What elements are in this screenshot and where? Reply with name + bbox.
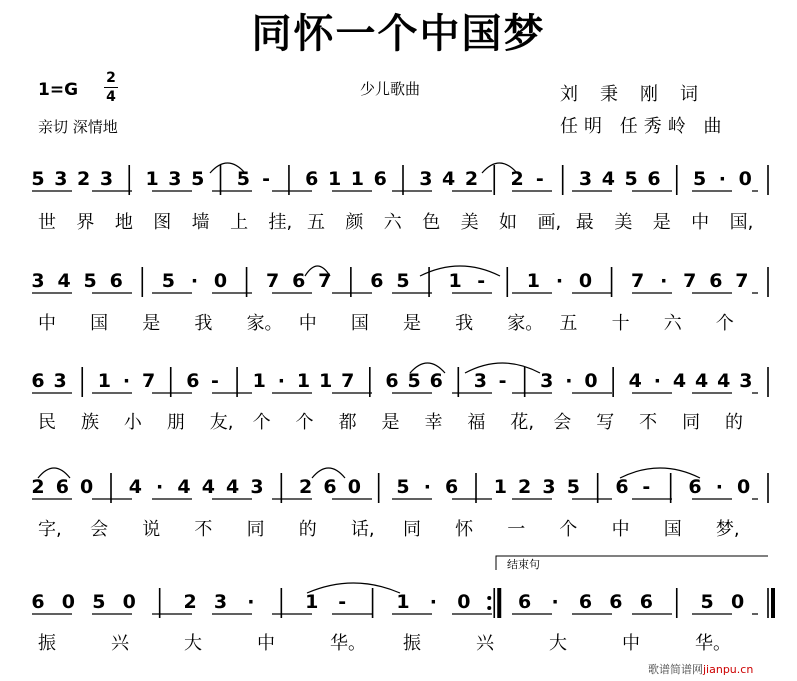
lyric-word: 不 xyxy=(639,412,658,433)
note: - xyxy=(498,370,507,392)
lyric-word: 国 xyxy=(90,313,109,334)
note: 6 xyxy=(323,476,337,498)
note: 5 xyxy=(236,168,250,190)
note: 4 xyxy=(695,370,709,392)
lyric-word: 振 xyxy=(403,633,421,654)
note: 5 xyxy=(191,168,205,190)
lyric-word: 中 xyxy=(257,633,275,654)
note: · xyxy=(122,370,131,392)
lyric-word: 国, xyxy=(729,212,754,233)
note: 3 xyxy=(542,476,556,498)
lyric-word: 的 xyxy=(725,412,744,433)
note: 7 xyxy=(341,370,355,392)
note: · xyxy=(715,476,723,498)
lyric-word: 界 xyxy=(76,212,95,233)
note: 1 xyxy=(327,168,342,190)
lyric-word: 十 xyxy=(611,313,630,334)
note: - xyxy=(211,370,219,392)
lyric-word: 图 xyxy=(153,212,172,233)
lyric-word: 兴 xyxy=(476,633,494,654)
note: 0 xyxy=(584,370,598,392)
note: 6 xyxy=(647,168,661,190)
note: 6 xyxy=(639,591,653,613)
note: 3 xyxy=(419,168,433,190)
lyric-word: 同 xyxy=(246,519,265,540)
note: · xyxy=(277,370,285,392)
lyric-word: 华。 xyxy=(330,633,366,654)
lyric-word: 国 xyxy=(350,313,369,334)
note: · xyxy=(555,270,564,292)
lyric-word: 中 xyxy=(611,519,630,540)
lyric-word: 是 xyxy=(652,212,671,233)
note: · xyxy=(718,168,726,190)
lyric-word: 同 xyxy=(403,519,421,540)
note: 2 xyxy=(299,476,313,498)
note: 5 xyxy=(396,476,410,498)
note: 6 xyxy=(578,591,593,613)
note: 3 xyxy=(31,270,45,292)
lyric-word: 振 xyxy=(38,633,56,654)
lyric-word: 说 xyxy=(142,519,161,540)
note: 4 xyxy=(628,370,642,392)
lyric-word: 中 xyxy=(691,212,710,233)
note: 1 xyxy=(97,370,111,392)
note: 5 xyxy=(700,591,714,613)
note: 1 xyxy=(296,370,311,392)
lyric-word: 地 xyxy=(114,212,133,233)
note: 0 xyxy=(578,270,593,292)
lyric-word: 五 xyxy=(559,313,578,334)
lyric-word: 梦, xyxy=(715,519,740,540)
note: 0 xyxy=(347,476,361,498)
note: 1 xyxy=(396,591,410,613)
time-signature-bottom: 4 xyxy=(106,89,116,105)
note: 5 xyxy=(692,168,707,190)
note: 3 xyxy=(250,476,264,498)
note: 6 xyxy=(370,270,384,292)
lyric-word: 会 xyxy=(553,412,572,433)
note: 1 xyxy=(318,370,333,392)
lyric-word: 墙 xyxy=(191,212,210,233)
lyric-word: 兴 xyxy=(111,633,129,654)
lyric-word: 个 xyxy=(252,412,271,433)
lyric-word: 中 xyxy=(622,633,640,654)
note: · xyxy=(423,476,431,498)
note: 4 xyxy=(442,168,456,190)
note: 6 xyxy=(31,370,45,392)
ending-bracket xyxy=(496,556,768,570)
lyric-word: 挂, xyxy=(268,212,293,233)
note: 3 xyxy=(213,591,228,613)
lyric-word: 中 xyxy=(298,313,317,334)
lyricist-credit: 刘秉刚词 xyxy=(560,84,720,105)
note: 3 xyxy=(53,370,67,392)
lyric-word: 小 xyxy=(123,412,142,433)
note: 6 xyxy=(609,591,623,613)
note: 7 xyxy=(266,270,280,292)
note: 6 xyxy=(31,591,45,613)
note: 7 xyxy=(318,270,332,292)
lyric-word: 大 xyxy=(549,633,567,654)
note: 6 xyxy=(429,370,443,392)
note: - xyxy=(477,270,486,292)
note: 7 xyxy=(141,370,156,392)
note: 5 xyxy=(407,370,421,392)
note: - xyxy=(338,591,347,613)
lyric-word: 颜 xyxy=(345,212,364,233)
note: 4 xyxy=(717,370,731,392)
note: 4 xyxy=(672,370,687,392)
lyric-word: 画, xyxy=(537,212,562,233)
note: · xyxy=(565,370,573,392)
note: 0 xyxy=(738,168,752,190)
composer-credit: 任明 任秀岭 曲 xyxy=(560,116,728,137)
lyric-word: 最 xyxy=(575,212,594,233)
key-signature: 1=G xyxy=(38,80,79,100)
note: 2 xyxy=(464,168,479,190)
lyric-word: 家。 xyxy=(246,313,283,334)
note: 3 xyxy=(473,370,488,392)
lyric-word: 五 xyxy=(306,212,325,233)
note: 6 xyxy=(709,270,723,292)
note: 5 xyxy=(624,168,638,190)
note: 1 xyxy=(493,476,507,498)
note: 2 xyxy=(31,476,45,498)
lyric-word: 写 xyxy=(596,412,615,433)
note: 3 xyxy=(540,370,554,392)
lyric-word: 家。 xyxy=(507,313,544,334)
note: 3 xyxy=(168,168,182,190)
lyric-word: 个 xyxy=(559,519,578,540)
note: 2 xyxy=(518,476,532,498)
note: 1 xyxy=(305,591,319,613)
lyric-word: 美 xyxy=(614,212,633,233)
note: 1 xyxy=(252,370,266,392)
note: 0 xyxy=(61,591,76,613)
note: 4 xyxy=(57,270,71,292)
lyric-word: 华。 xyxy=(695,633,731,654)
note: - xyxy=(642,476,651,498)
note: 0 xyxy=(737,476,751,498)
lyric-word: 上 xyxy=(230,212,249,233)
lyric-word: 话, xyxy=(350,519,375,540)
note: 1 xyxy=(526,270,540,292)
note: 3 xyxy=(54,168,68,190)
slur-arc xyxy=(307,583,400,593)
tempo-marking: 亲切 深情地 xyxy=(38,118,118,136)
note: - xyxy=(262,168,271,190)
note: · xyxy=(247,591,255,613)
lyric-word: 的 xyxy=(298,519,317,540)
note: 1 xyxy=(448,270,462,292)
note: 7 xyxy=(683,270,697,292)
lyric-word: 色 xyxy=(422,212,441,233)
note: 4 xyxy=(128,476,142,498)
lyric-word: 美 xyxy=(460,212,479,233)
note: 5 xyxy=(161,270,175,292)
song-title: 同怀一个中国梦 xyxy=(251,11,546,57)
note: 6 xyxy=(385,370,399,392)
time-signature-top: 2 xyxy=(106,70,116,86)
note: 4 xyxy=(226,476,240,498)
note: 6 xyxy=(373,168,387,190)
lyric-word: 我 xyxy=(194,313,213,334)
note: 0 xyxy=(730,591,745,613)
note: 6 xyxy=(518,591,532,613)
note: 0 xyxy=(457,591,471,613)
note: 0 xyxy=(80,476,94,498)
lyric-word: 一 xyxy=(507,519,526,540)
note: 4 xyxy=(601,168,615,190)
note: 6 xyxy=(55,476,69,498)
note: 5 xyxy=(566,476,580,498)
lyric-word: 不 xyxy=(194,519,213,540)
lyric-word: 我 xyxy=(455,313,474,334)
note: 7 xyxy=(735,270,749,292)
lyric-word: 族 xyxy=(80,412,99,433)
note: 5 xyxy=(396,270,410,292)
note: 2 xyxy=(77,168,91,190)
lyric-word: 六 xyxy=(663,313,682,334)
lyric-word: 六 xyxy=(383,212,402,233)
note: 7 xyxy=(631,270,645,292)
lyric-word: 都 xyxy=(338,412,357,433)
lyric-word: 是 xyxy=(381,412,400,433)
lyric-word: 世 xyxy=(38,212,56,233)
lyric-word: 个 xyxy=(715,313,734,334)
lyric-word: 幸 xyxy=(424,412,443,433)
note: · xyxy=(660,270,668,292)
lyric-word: 是 xyxy=(403,313,421,334)
note: 4 xyxy=(177,476,191,498)
lyric-word: 福 xyxy=(467,412,486,433)
note: 6 xyxy=(292,270,306,292)
note: 0 xyxy=(213,270,228,292)
watermark-prefix: 歌谱简谱网 xyxy=(648,663,703,676)
lyric-word: 同 xyxy=(682,412,701,433)
note: 6 xyxy=(186,370,200,392)
watermark-site: jianpu.cn xyxy=(703,663,754,676)
note: 5 xyxy=(83,270,97,292)
lyric-word: 中 xyxy=(38,313,56,334)
note: 2 xyxy=(510,168,524,190)
note: 3 xyxy=(739,370,753,392)
note: 5 xyxy=(31,168,45,190)
lyric-word: 个 xyxy=(295,412,314,433)
lyric-word: 朋 xyxy=(166,412,185,433)
lyric-word: 会 xyxy=(90,519,109,540)
lyric-word: 如 xyxy=(499,212,518,233)
note: · xyxy=(551,591,559,613)
lyric-word: 大 xyxy=(184,633,202,654)
note: · xyxy=(156,476,164,498)
note: 3 xyxy=(99,168,114,190)
lyric-word: 民 xyxy=(38,412,56,433)
lyric-word: 友, xyxy=(209,412,234,433)
note: 3 xyxy=(578,168,593,190)
note: 2 xyxy=(183,591,197,613)
note: 6 xyxy=(445,476,459,498)
note: 6 xyxy=(109,270,123,292)
lyric-word: 国 xyxy=(663,519,682,540)
repeat-dot xyxy=(487,596,491,600)
note: 4 xyxy=(201,476,215,498)
note: - xyxy=(535,168,544,190)
note: · xyxy=(653,370,662,392)
note: 5 xyxy=(92,591,106,613)
lyric-word: 怀 xyxy=(455,519,474,540)
note: 6 xyxy=(615,476,629,498)
lyric-word: 是 xyxy=(142,313,161,334)
note: 0 xyxy=(122,591,136,613)
lyric-word: 字, xyxy=(38,519,62,540)
note: · xyxy=(429,591,438,613)
song-genre: 少儿歌曲 xyxy=(360,80,421,98)
lyric-word: 花, xyxy=(510,412,535,433)
note: 1 xyxy=(145,168,159,190)
note: 6 xyxy=(305,168,319,190)
note: · xyxy=(190,270,199,292)
note: 6 xyxy=(688,476,702,498)
repeat-dot xyxy=(487,606,491,610)
ending-label: 结束句 xyxy=(507,558,540,571)
note: 1 xyxy=(350,168,364,190)
